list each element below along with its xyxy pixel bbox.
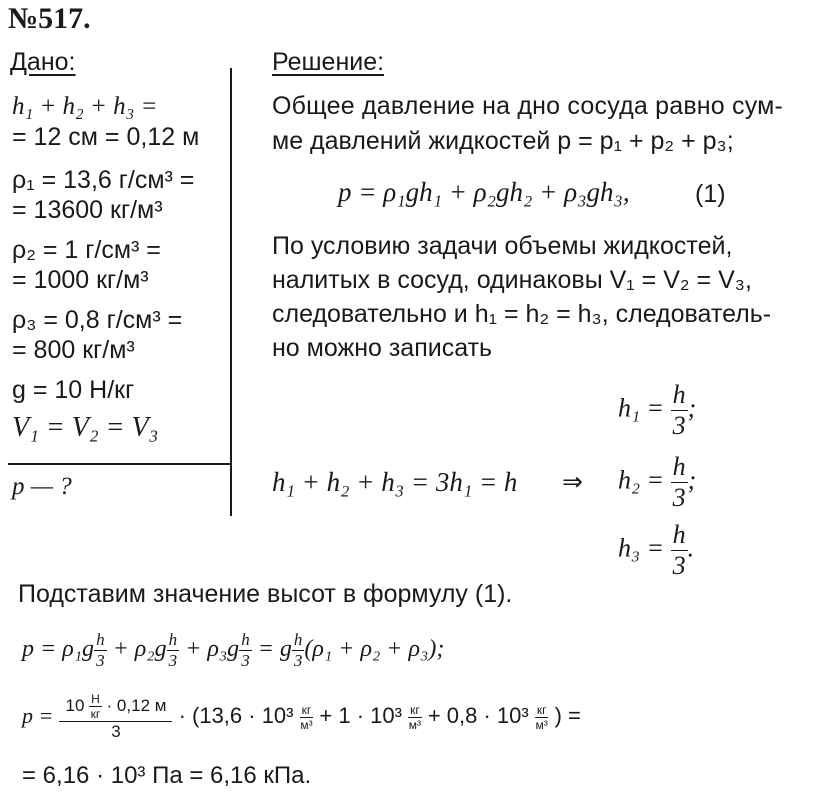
given-line: ρ₂ = 1 г/см³ =: [12, 236, 161, 264]
solution-text-line: По условию задачи объемы жидкостей,: [272, 232, 733, 260]
given-line: = 13600 кг/м³: [12, 196, 163, 224]
column-divider: [230, 68, 232, 516]
solution-text-line: следовательно и h₁ = h₂ = h₃, следователь-: [272, 300, 772, 328]
result-line: = 6,16 · 10³ Па = 6,16 кПа.: [22, 762, 312, 789]
find-line: p — ?: [12, 473, 72, 500]
solution-header: Решение:: [272, 48, 385, 76]
solution-text-line: ме давлений жидкостей p = p₁ + p₂ + p₃;: [272, 127, 734, 155]
solution-text-line: налитых в сосуд, одинаковы V₁ = V₂ = V₃,: [272, 266, 752, 294]
height-fraction-2: h₂ = $\frac{h}{3}$ ;: [618, 452, 697, 512]
given-line: h₁ + h₂ + h₃ =: [12, 93, 158, 120]
given-header: Дано:: [10, 48, 76, 76]
given-line: = 800 кг/м³: [12, 336, 135, 364]
substitute-line: Подставим значение высот в формулу (1).: [18, 580, 513, 608]
implies-arrow: ⇒: [562, 468, 583, 496]
solution-text-line: но можно записать: [272, 334, 493, 362]
given-line: g = 10 Н/кг: [12, 376, 135, 404]
height-fraction-3: h₃ = $\frac{h}{3}$ .: [618, 520, 695, 580]
equation-1-label: (1): [695, 180, 726, 208]
given-line: = 12 см = 0,12 м: [12, 123, 200, 151]
heights-equation: h₁ + h₂ + h₃ = 3h₁ = h: [272, 467, 518, 497]
height-fraction-1: h₁ = $\frac{h}{3}$ ;: [618, 380, 697, 440]
given-line: ρ₃ = 0,8 г/см³ =: [12, 306, 183, 334]
given-line: V₁ = V₂ = V₃: [12, 412, 159, 443]
solution-text-line: Общее давление на дно сосуда равно сум-: [272, 92, 784, 120]
given-line: ρ₁ = 13,6 г/см³ =: [12, 166, 195, 194]
problem-number: №517.: [8, 2, 91, 35]
given-divider: [8, 463, 232, 465]
equation-3: p = 10 $\frac{Н}{кг}$ · 0,12 м 3 · (13,6 · 10³ $\frac{кг}{\text{м³}}$ + 1 · 10³ $\frac{кг}{\text{м³}}$ + 0,8 · 10³ $\frac{кг}{\text{м³}}$ ) =: [22, 692, 581, 741]
given-line: = 1000 кг/м³: [12, 266, 149, 294]
equation-1: p = ρ₁gh₁ + ρ₂gh₂ + ρ₃gh₃,: [338, 177, 630, 207]
equation-2: p = ρ₁g $\frac{h}{3}$ + ρ₂g $\frac{h}{3}$ + ρ₃g $\frac{h}{3}$ = g $\frac{h}{3}$ (ρ₁ + ρ₂ + ρ₃);: [22, 630, 445, 670]
